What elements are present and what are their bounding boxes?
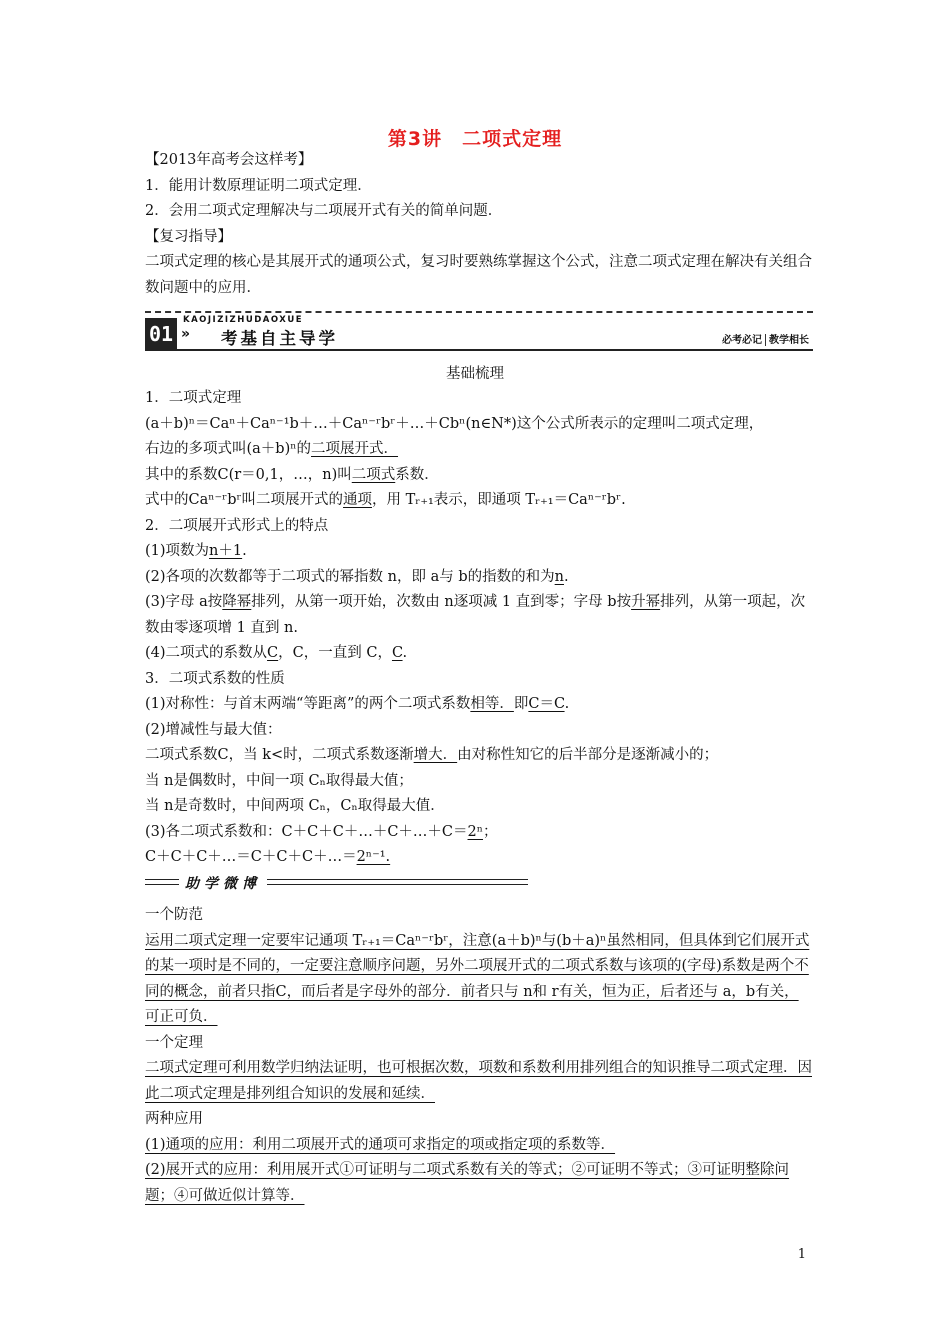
s3-i1-text: (1)对称性：与首末两端“等距离”的两个二项式系数 [145,696,471,712]
s2-i2-text: (2)各项的次数都等于二项式的幂指数 n，即 a与 b的指数的和为 [145,568,555,585]
intro-section [145,148,813,301]
s3-item-1 [145,692,813,718]
s1-term [145,488,813,514]
banner-dashed-line [145,311,813,313]
s3-item-2c: 当 n是奇数时，中间两项 Cₙ，Cₙ取得最大值． [145,798,445,814]
s1-term-post: ，用 Tᵣ₊₁表示，即通项 Tᵣ₊₁＝Caⁿ⁻ʳbʳ. [372,492,626,508]
exam-item-2: 2．会用二项式定理解决与二项展开式有关的简单问题． [145,203,503,219]
s2-i4-answer-1: C [267,645,279,661]
s3-i1-post: . [564,696,570,712]
s2-i3-c: 排列，从第一项起，次数由零逐项增 1 直到 n. [145,594,806,636]
s1-coefficient [145,463,813,489]
banner-number: 01 [145,318,177,350]
s2-i3-answer-2: 升幂 [631,594,661,610]
s3-item-4 [145,845,813,871]
s2-item-4 [145,641,813,667]
s2-i2-post: . [563,568,569,585]
s2-i4-answer-2: C [391,645,403,661]
s3-i3-answer: 2ⁿ [467,823,484,840]
banner-title: 考基自主导学 [221,329,338,348]
exam-item-1: 1．能用计数原理证明二项式定理． [145,177,372,194]
s3-i4-answer: 2ⁿ⁻¹. [356,849,391,865]
note-2-text: 二项式定理可利用数学归纳法证明，也可根据次数，项数和系数利用排列组合的知识推导二项式定理．因此二项式定理是排列组合知识的发展和延续． [145,1060,812,1102]
s3-i1-answer-1: 相等． [470,696,514,712]
note-3-item-2: (2)展开式的应用：利用展开式①可证明与二项式系数有关的等式；②可证明不等式；③可证明整除问题；④可做近似计算等． [145,1162,790,1204]
s3-i1-mid: 即 [513,696,529,712]
note-1-text: 运用二项式定理一定要牢记通项 Tᵣ₊₁＝Caⁿ⁻ʳbʳ，注意(a＋b)ⁿ与(b＋a)ⁿ虽然相同，但具体到它们展开式的某一项时是不同的，一定要注意顺序问题，另外二项展开式的二项式系数与该项的(字母)系数是两个不同的概念，前者只指C，而后者是字母外的部分．前者只与 n和 r有关，恒为正，后者还与 a，b有关，可正可负． [145,932,810,1025]
page-number: 1 [797,1247,806,1262]
s3-i1-answer-2: C＝C [528,696,565,712]
s1-coef-text: 其中的系数C(r＝0,1，…，n)叫 [145,466,352,483]
s1-expansion-answer: 二项展开式． [311,441,399,457]
s2-i3-answer-1: 降幂 [222,594,252,610]
banner-separator [765,334,766,346]
banner-tags [722,331,809,346]
s1-expansion-text: 右边的多项式叫(a＋b)ⁿ的 [145,441,312,457]
helper-label: 助学微博 [179,873,267,893]
s1-expansion [145,437,813,463]
s2-i1-post: . [242,543,247,559]
s2-i3-a: (3)字母 a按 [145,594,223,610]
s3-heading: 3．二项式系数的性质 [145,670,285,687]
chevron-right-icon: » [181,326,191,342]
helper-banner [145,873,528,895]
s1-term-answer: 通项 [343,492,373,508]
s3-item-3 [145,820,813,846]
s2-item-1 [145,539,813,565]
note-3-heading: 两种应用 [145,1111,203,1127]
s2-i1-answer: n＋1 [209,543,243,559]
s3-i3-text: (3)各二项式系数和：C＋C＋C＋…＋C＋…＋C＝ [145,823,468,840]
s2-i4-mid: ，C，一直到 C， [278,645,392,661]
page-title: 第3讲 二项式定理 [387,128,563,150]
s2-i4-text: (4)二项式的系数从 [145,645,268,661]
s2-i2-answer: n [554,568,564,585]
s3-item-2a [145,743,813,769]
s1-term-text: 式中的Caⁿ⁻ʳbʳ叫二项展开式的 [145,492,344,508]
exam-header: 【2013年高考会这样考】 [145,152,313,168]
s3-i3-post: ； [483,823,498,840]
review-header: 【复习指导】 [145,228,232,245]
s1-formula: (a＋b)ⁿ＝Caⁿ＋Caⁿ⁻¹b＋…＋Caⁿ⁻ʳbʳ＋…＋Cbⁿ(n∈N*)这个公式所表示的定理叫二项式定理， [145,415,764,432]
s3-i4-text: C＋C＋C＋…＝C＋C＋C＋…＝ [145,849,357,865]
s3-i2a-post: 由对称性知它的后半部分是逐渐减小的； [457,747,719,763]
notes-section [145,903,813,1209]
s2-item-3 [145,590,813,641]
s1-coef-answer: 二项式 [351,466,396,483]
note-2-heading: 一个定理 [145,1034,203,1051]
banner-baseline [145,349,813,351]
s2-item-2 [145,565,813,591]
review-text: 二项式定理的核心是其展开式的通项公式，复习时要熟练掌握这个公式，注意二项式定理在解决有关组合数问题中的应用． [145,254,812,296]
s2-i1-text: (1)项数为 [145,543,210,559]
s3-i2a-text: 二项式系数C，当 k<时，二项式系数逐渐 [145,747,414,763]
s2-i3-b: 排列，从第一项开始，次数由 n逐项减 1 直到零；字母 b按 [251,594,632,610]
section-banner [145,311,813,351]
note-1-heading: 一个防范 [145,907,203,923]
basics-section [145,386,813,871]
banner-tag-a: 必考必记 [722,335,762,346]
s2-heading: 2．二项展开式形式上的特点 [145,517,329,534]
s3-item-2b: 当 n是偶数时，中间一项 Cₙ取得最大值； [145,772,413,789]
subheading: 基础梳理 [446,366,504,382]
s1-coef-post: 系数． [395,466,439,483]
s3-i2a-answer: 增大． [413,747,458,763]
note-3-item-1: (1)通项的应用：利用二项展开式的通项可求指定的项或指定项的系数等． [145,1136,616,1153]
s3-item-2: (2)增减性与最大值： [145,721,282,738]
banner-tag-b: 教学相长 [769,335,809,346]
banner-pinyin: KAOJIZIZHUDAOXUE [183,315,304,325]
s2-i4-post: . [402,645,408,661]
s1-heading: 1．二项式定理 [145,390,242,406]
